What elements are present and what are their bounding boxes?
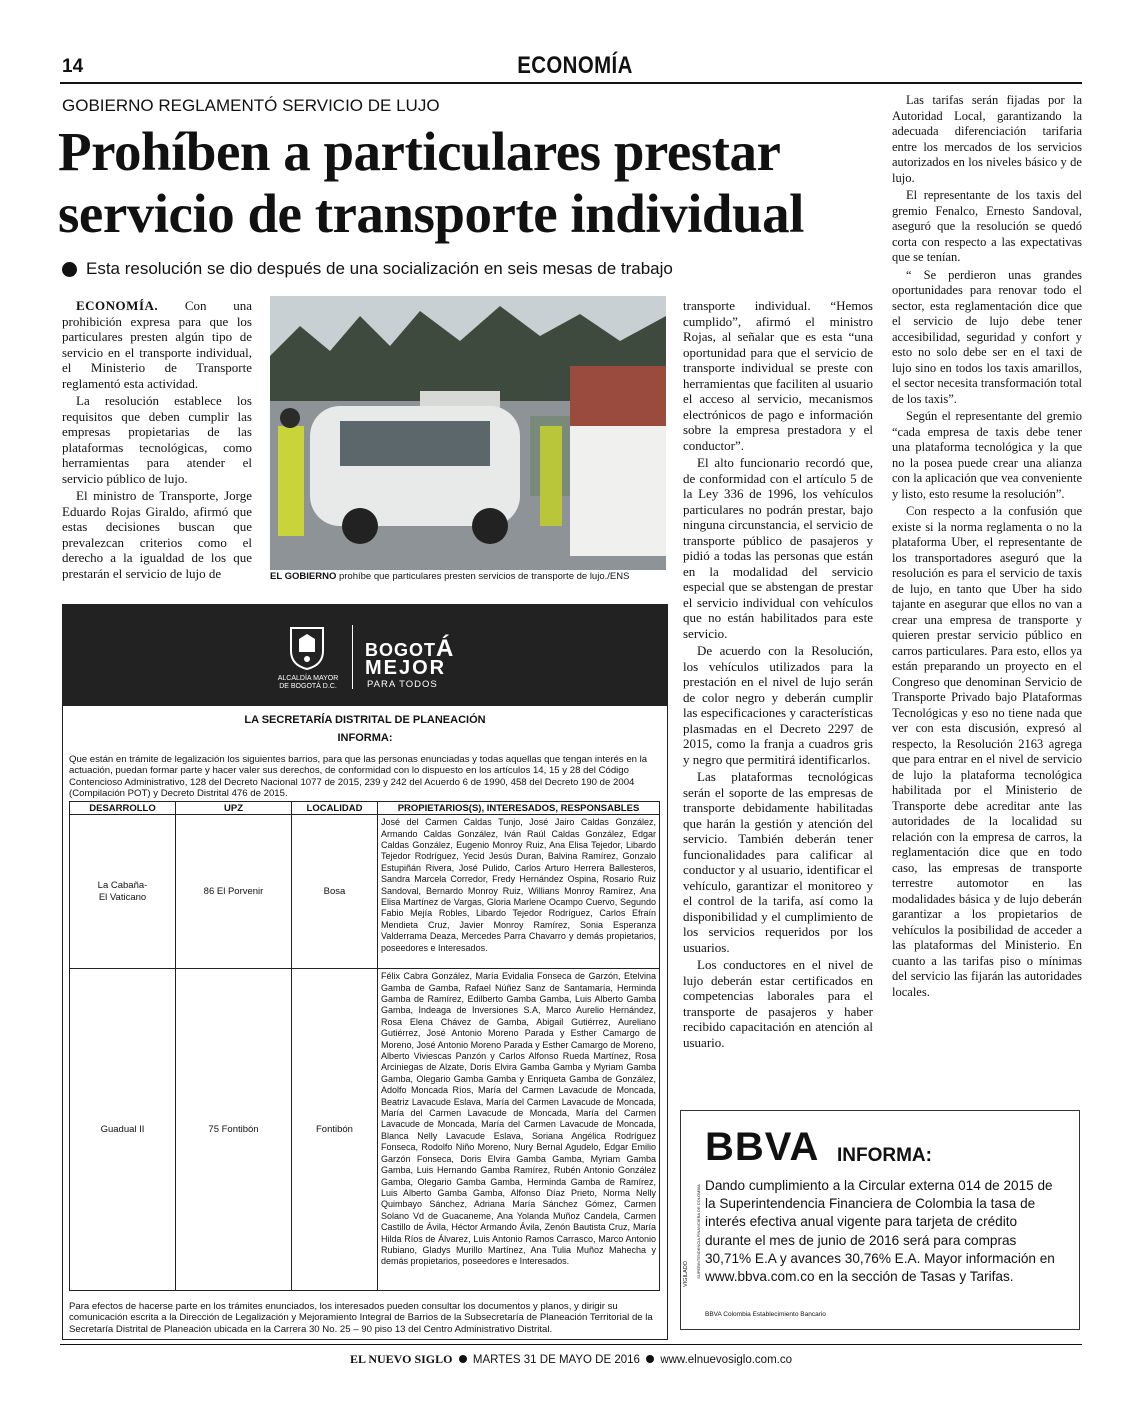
- brand-bogota-text: BOGOT: [365, 640, 436, 660]
- notice-content: [63, 706, 667, 1335]
- headline-line-1: Prohíben a particulares prestar: [58, 121, 781, 182]
- notice-intro: Que están en trámite de legalización los siguientes barrios, para que las personas enunciadas y todas aquellas que tengan interés en la actuación, puedan formar parte y hacer valer sus derechos, de conformidad con lo dispuesto en los artículos 14, 15 y 28 del Código Contencioso Administrativo, 128 del Decreto Nacional 1077 de 2015, 239 y 242 del Acuerdo 6 de 1990, 458 del Decreto 190 de 2004 (Compilación POT) y Decreto Distrital 476 de 2015.: [69, 754, 648, 799]
- brand-tagline: PARA TODOS: [367, 679, 438, 690]
- footer-rule: [60, 1344, 1082, 1345]
- notice-header: [63, 605, 667, 706]
- cell-upz: 75 Fontibón: [176, 969, 292, 1291]
- col3-paragraph-3: De acuerdo con la Resolución, los vehículos utilizados para la prestación en el nivel de lujo serán de color negro y deberán cumplir las especificaciones y características plasmadas en el Decreto 2297 de 2015, como la franja a cuadros gris y negro que permitirá identificarlos.: [683, 643, 873, 767]
- notice-footer: Para efectos de hacerse parte en los trámites enunciados, los interesados pueden consultar los documentos y planos, y dirigir su comunicación escrita a la Dirección de Legalización y Mejoramiento Integral de Barrios de la Subsecretaría de Planeación Territorial de la Secretaría Distrital de Planeación ubicada en la Carrera 30 No. 25 – 90 piso 13 del Centro Administrativo Distrital.: [69, 1301, 653, 1335]
- footer-website: www.elnuevosiglo.com.co: [660, 1354, 792, 1366]
- bbva-ad: [680, 1110, 1080, 1330]
- article-column-4: [892, 93, 1082, 1002]
- article-column-1: [62, 298, 252, 583]
- article-column-3: [683, 298, 873, 1052]
- article-kicker: GOBIERNO REGLAMENTÓ SERVICIO DE LUJO: [62, 96, 440, 115]
- dateline: ECONOMÍA.: [76, 298, 159, 313]
- bbva-side-label: VIGILADO: [682, 1261, 689, 1287]
- col-header-desarrollo: DESARROLLO: [70, 802, 176, 815]
- header-divider: [352, 625, 353, 689]
- page-number: 14: [62, 56, 84, 77]
- photo-caption-bold: EL GOBIERNO: [270, 571, 337, 582]
- col1-paragraph-2: La resolución establece los requisitos que deben cumplir las empresas propietarias de las plataformas tecnológicas, como herramientas para atender el servicio público de lujo.: [62, 393, 252, 486]
- table-row: [70, 815, 660, 969]
- cell-desarrollo: Guadual II: [70, 969, 176, 1291]
- headline-line-2: servicio de transporte individual: [58, 183, 804, 244]
- planning-notice: [62, 604, 668, 1340]
- col4-paragraph-2: El representante de los taxis del gremio Fenalco, Ernesto Sandoval, aseguró que la resolución se quedó corta con respecto a las expectativas que se tenían.: [892, 188, 1082, 264]
- cell-desarrollo: La Cabaña- El Vaticano: [70, 815, 176, 969]
- article-subhead: Esta resolución se dio después de una socialización en seis mesas de trabajo: [86, 259, 673, 278]
- seal-caption-1: ALCALDÍA MAYOR: [277, 675, 339, 682]
- col4-paragraph-3: “ Se perdieron unas grandes oportunidades para renovar todo el sector, esta reglamentación dice que el servicio de lujo debe tener accesibilidad, seguridad y confort y esto no solo debe ser en el taxi de lujo sino en todos los taxis amarillos, el sector necesita transformación total de los taxis”.: [892, 267, 1082, 406]
- seal-caption-2: DE BOGOTÁ D.C.: [279, 683, 337, 690]
- cell-propietarios: Félix Cabra González, María Evidalia Fonseca de Garzón, Etelvina Gamba de Gamba, Rafael Núñez Sanz de Santamaría, Herminda Gamba de Ramírez, Edilberto Gamba Gamba, Luis Alberto Gamba Gamba, Indeaga de Inversiones S.A, Marco Aurelio Hernández, Rosa Elena Chávez de Gamba, Abigail Gutiérrez, Aureliano Gutiérrez, José Antonio Moreno Parada y Esther Camargo de Moreno, José Antonio Moreno Parada y Esther Camargo de Moreno, Alberto Viviescas Panzón y Carlos Alfonso Rueda Martínez, Rosa Arciniegas de Alzate, Doris Elvira Gamba Gamba y Myriam Gamba Gamba, Olegario Gamba Gamba y Enriqueta Gamba de González, Adolfo Moncada Ríos, María del Carmen Lavacude de Moncada, Beatriz Lavacude Eslava, María del Carmen Lavacude de Moncada, María del Carmen Lavacude de Moncada, María del Carmen Lavacude de Moncada, María del Carmen Lavacude de Moncada, Blanca Nelly Lavacude Eslava, Soriana Angélica Rodríguez Fonseca, Rodolfo Niño Moreno, Nury Bernal Agudelo, Edgar Emilio Garzón Fonseca, Doris Elvira Gamba Gamba, Myriam Gamba Gamba, Luis Hernando Gamba Ramírez, Rubén Antonio González Gamba, Olegario Gamba Gamba, Herminda Gamba de Ramírez, Luis Alberto Gamba Gamba, Alfonso Díaz Prieto, Norma Nelly Quimbayo Sánchez, Adriana María Sánchez Gómez, Carmen Solano Vd de Guacaneme, Ana Yolanda Muñoz Candela, Carmen Castillo de Ávila, Héctor Armando Ávila, Zenón Bautista Cruz, María Hilda Ríos de Álvarez, Luis Antonio Ramos Carrasco, Marco Antonio Rubiano, Gladys Murillo Martínez, Ana Tulia Muñoz Mahecha y demás propietarios, poseedores e Interesados.: [378, 969, 660, 1291]
- col3-paragraph-5: Los conductores en el nivel de lujo deberán estar certificados en competencias laborales para el transporte de pasajeros y haber recibido capacitación en atención al usuario.: [683, 957, 873, 1050]
- col4-paragraph-1: Las tarifas serán fijadas por la Autoridad Local, garantizando la adecuada diferenciación tarifaria entre los mercados de los servicios autorizados en los niveles básico y de lujo.: [892, 93, 1082, 185]
- footer-paper-name: EL NUEVO SIGLO: [350, 1352, 453, 1366]
- bbva-side-label-2: SUPERINTENDENCIA FINANCIERA DE COLOMBIA: [695, 1184, 701, 1279]
- cell-upz: 86 El Porvenir: [176, 815, 292, 969]
- bbva-fine-print: BBVA Colombia Establecimiento Bancario: [705, 1311, 826, 1318]
- cell-localidad: Bosa: [292, 815, 378, 969]
- photo-caption-text: prohíbe que particulares presten servicios de transporte de lujo./ENS: [338, 571, 630, 582]
- col-header-propietarios: PROPIETARIOS(S), INTERESADOS, RESPONSABLES: [378, 802, 660, 815]
- bbva-informa: INFORMA:: [837, 1145, 932, 1166]
- col4-paragraph-5: Con respecto a la confusión que existe si la norma reglamenta o no la plataforma Uber, el representante de los transportadores aseguró que la resolución es para el servicio de taxis de lujo, en tanto que Uber ha sido tajante en asegurar que ellos no van a crear una empresa de transporte y quieren prestar servicio público en carros particulares. Para esto, ellos ya están preparando un proyecto en el Congreso que denominan Servicio de Transporte Privado bajo Plataformas Tecnológicas y eso no tiene nada que ver con esta discusión, expresó al respecto, la Resolución 2163 agrega que para entrar en el nivel de servicio de lujo la plataforma tecnológica habilitada por el Ministerio de Transporte debe acreditar ante las autoridades de la localidad su relación con la empresa de carros, la reglamentación dice que en todo caso, las empresas de transporte terrestre automotor en las modalidades básica y de lujo deberán garantizar a los propietarios de vehículos la posibilidad de acceder a las plataformas del Ministerio. En cuanto a las tarifas piso o mínimas del servicio las fijarán las autoridades locales.: [892, 504, 1082, 999]
- footer-bullet-icon: [459, 1355, 467, 1363]
- cell-localidad: Fontibón: [292, 969, 378, 1291]
- cell-propietarios: José del Carmen Caldas Tunjo, José Jairo Caldas González, Armando Caldas González, Iván Raúl Caldas González, Edgar Caldas González, Eugenio Monroy Ruiz, Ana Elisa Tejedor, Libardo Tejedor Rodríguez, Yecid Jesús Duran, Balvina Ramírez, Gonzalo Estupiñán Rivera, José Pulido, Carlos Arturo Herrera Ballesteros, Sandra Marcela Corredor, Fredy Hernández Ospina, Rosario Ruiz Sandoval, Bernardo Monroy Ruiz, Willians Monroy Ramírez, Ana Elisa Martínez de Vargas, Gloria Marlene Ocampo Cuervo, Segundo Fabio Mejía Robles, Libardo Tejedor Rodríguez, Carlos Efraín Mendieta Cruz, Javier Monroy Ramírez, Sonia Esperanza Valderrama Deaza, Mercedes Parra Chavarro y demás propietarios, poseedores e Interesados.: [378, 815, 660, 969]
- col3-paragraph-4: Las plataformas tecnológicas serán el soporte de las empresas de transporte debidamente habilitadas que harán la gestión y atención del servicio. También deberán tener funcionalidades para calificar al conductor y al usuario, identificar el vehículo, garantizar el monitoreo y el control de la tarifa, así como la disponibilidad y el cumplimiento de los servicios requeridos por los usuarios.: [683, 769, 873, 955]
- subhead-bullet-icon: [62, 262, 77, 277]
- brand-bogota-accent: Á: [436, 635, 455, 662]
- col-header-upz: UPZ: [176, 802, 292, 815]
- photo-illustration: [270, 296, 666, 570]
- col4-paragraph-4: Según el representante del gremio “cada empresa de taxis debe tener una plataforma tecnológica y la que no la posea puede crear una alianza con la aplicación que vea conveniente y listo, esto resume la resolución”.: [892, 409, 1082, 501]
- header-rule: [60, 82, 1082, 84]
- photo-caption: [270, 571, 670, 582]
- legalization-table: [69, 801, 660, 1291]
- notice-title: LA SECRETARÍA DISTRITAL DE PLANEACIÓN: [244, 714, 486, 726]
- article-photo: [270, 296, 666, 570]
- col3-paragraph-2: El alto funcionario recordó que, de conformidad con el artículo 5 de la Ley 336 de 1996, los vehículos particulares no podrán prestar, bajo ninguna circunstancia, el servicio de transporte público de pasajeros y pidió a todas las personas que están en la modalidad del servicio especial que se abstengan de prestar el servicio individual con vehículos que no están habilitados para este servicio.: [683, 455, 873, 641]
- footer-date: MARTES 31 DE MAYO DE 2016: [472, 1354, 640, 1366]
- bbva-logo: BBVA: [705, 1125, 820, 1169]
- footer-bullet-icon: [646, 1355, 654, 1363]
- section-title: ECONOMÍA: [517, 52, 633, 79]
- bbva-body: Dando cumplimiento a la Circular externa 014 de 2015 de la Superintendencia Financiera de Colombia la tasa de interés efectiva anual vigente para tarjeta de crédito durante el mes de junio de 2016 será para compras 30,71% E.A y avances 30,76% E.A. Mayor información en www.bbva.com.co en la sección de Tasas y Tarifas.: [705, 1178, 1055, 1285]
- col1-paragraph-3: El ministro de Transporte, Jorge Eduardo Rojas Giraldo, afirmó que estas decisiones buscan que prevalezcan criterios como el derecho a la igualdad de los que prestarán el servicio de lujo de: [62, 488, 252, 581]
- col-header-localidad: LOCALIDAD: [292, 802, 378, 815]
- col3-paragraph-1: transporte individual. “Hemos cumplido”, afirmó el ministro Rojas, al señalar que es esta “una oportunidad para que el servicio de transporte individual se preste con herramientas que faciliten al usuario el acceso al servicio, mecanismos electrónicos de pago e información sobre la empresa prestadora y el conductor”.: [683, 298, 873, 453]
- brand-mejor: MEJOR: [365, 657, 447, 679]
- page-footer: [350, 1352, 792, 1367]
- table-row: [70, 969, 660, 1291]
- bogota-seal-icon: [288, 625, 326, 671]
- notice-informa: INFORMA:: [337, 732, 393, 744]
- table-header-row: [70, 802, 660, 815]
- col1-paragraph-1: Con una prohibición expresa para que los particulares presten algún tipo de servicio en el transporte individual, el Ministerio de Transporte reglamentó esta actividad.: [62, 298, 252, 391]
